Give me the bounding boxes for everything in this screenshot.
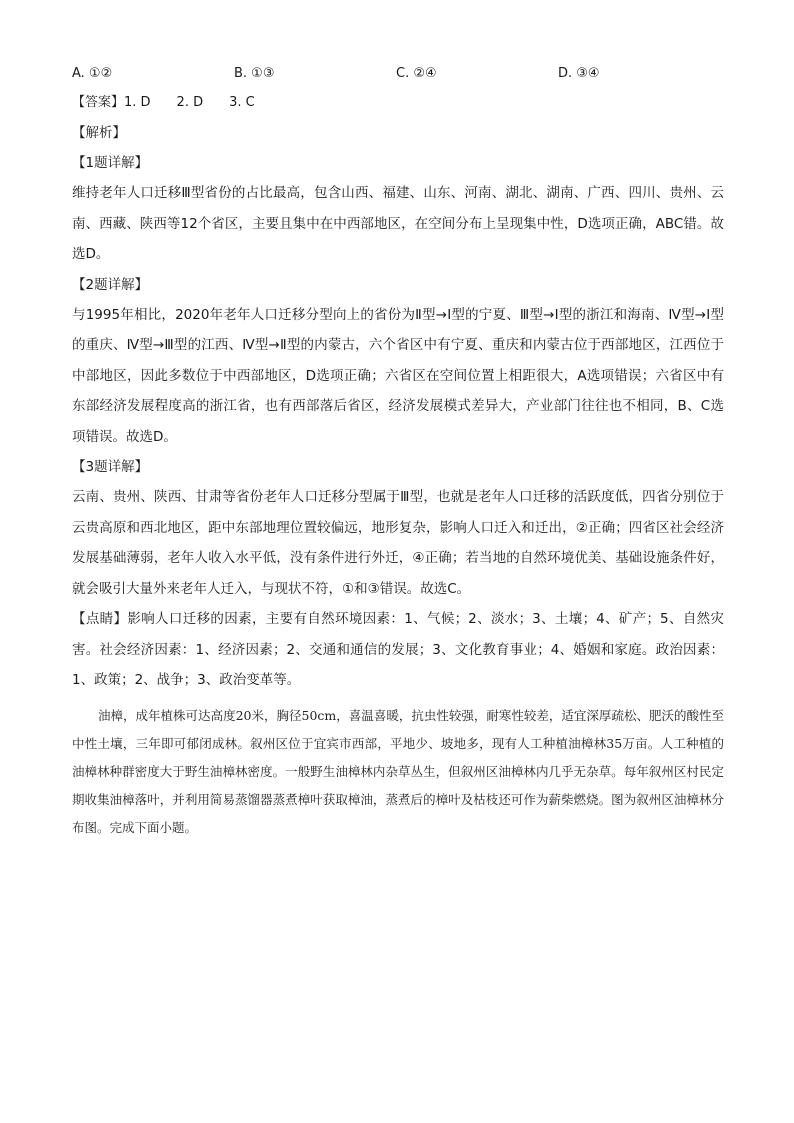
- reading-passage: 油樟，成年植株可达高度20米，胸径50cm，喜温喜暖，抗虫性较强，耐寒性较差，适宜深厚疏松、肥沃的酸性至中性土壤，三年即可郁闭成林。叙州区位于宜宾市西部，平地少、坡地多，现有人工种植油樟林35万亩。人工种植的油樟林种群密度大于野生油樟林密度。一般野生油樟林内杂草丛生，但叙州区油樟林内几乎无杂草。每年叙州区村民定期收集油樟落叶，并利用简易蒸馏器蒸煮樟叶获取樟油，蒸煮后的樟叶及枯枝还可作为薪柴燃烧。图为叙州区油樟林分布图。完成下面小题。: [72, 707, 724, 835]
- answer-label: 【答案】: [72, 95, 125, 110]
- analysis-heading: 【解析】: [72, 125, 126, 141]
- answer-text: 1. D 2. D 3. C: [124, 95, 255, 110]
- q2-heading: 【2题详解】: [72, 276, 149, 293]
- q1-heading: 【1题详解】: [72, 155, 149, 171]
- document-page: [72, 62, 724, 842]
- q3-explanation: 云南、贵州、陕西、甘肃等省份老年人口迁移分型属于Ⅲ型，也就是老年人口迁移的活跃度低，四省分别位于云贵高原和西北地区，距中东部地理位置较偏远，地形复杂，影响人口迁入和迁出，②正确；四省区社会经济发展基础薄弱，老年人收入水平低，没有条件进行外迁，④正确；若当地的自然环境优美、基础设施条件好，就会吸引大量外来老年人迁入，与现状不符，①和③错误。故选C。: [72, 489, 724, 597]
- option-a: A. ①②: [72, 66, 113, 81]
- answer-line: [72, 88, 724, 118]
- answer-options: [72, 62, 724, 88]
- tip-text: 影响人口迁移的因素，主要有自然环境因素：1、气候；2、淡水；3、土壤；4、矿产；5、自然灾害。社会经济因素：1、经济因素；2、交通和通信的发展；3、文化教育事业；4、婚姻和家庭。政治因素：1、政策；2、战争；3、政治变革等。: [72, 611, 724, 688]
- tip-paragraph: [72, 604, 724, 696]
- tip-label: 【点睛】: [72, 611, 128, 627]
- q2-explanation: 与1995年相比，2020年老年人口迁移分型向上的省份为Ⅱ型→Ⅰ型的宁夏、Ⅲ型→Ⅰ型的浙江和海南、Ⅳ型→Ⅰ型的重庆、Ⅳ型→Ⅲ型的江西、Ⅳ型→Ⅱ型的内蒙古，六个省区中有宁夏、重庆和内蒙古位于西部地区，江西位于中部地区，因此多数位于中西部地区，D选项正确；六省区在空间位置上相距很大，A选项错误；六省区中有东部经济发展程度高的浙江省，也有西部落后省区，经济发展模式差异大，产业部门往往也不相同，B、C选项错误。故选D。: [72, 306, 724, 445]
- q3-heading: 【3题详解】: [72, 459, 149, 475]
- q1-explanation: 维持老年人口迁移Ⅲ型省份的占比最高，包含山西、福建、山东、河南、湖北、湖南、广西、四川、贵州、云南、西藏、陕西等12个省区，主要且集中在中西部地区，在空间分布上呈现集中性，D选项正确，ABC错。故选D。: [72, 185, 724, 262]
- option-b: B. ①③: [234, 66, 275, 81]
- option-d: D. ③④: [558, 66, 600, 81]
- option-c: C. ②④: [396, 66, 437, 81]
